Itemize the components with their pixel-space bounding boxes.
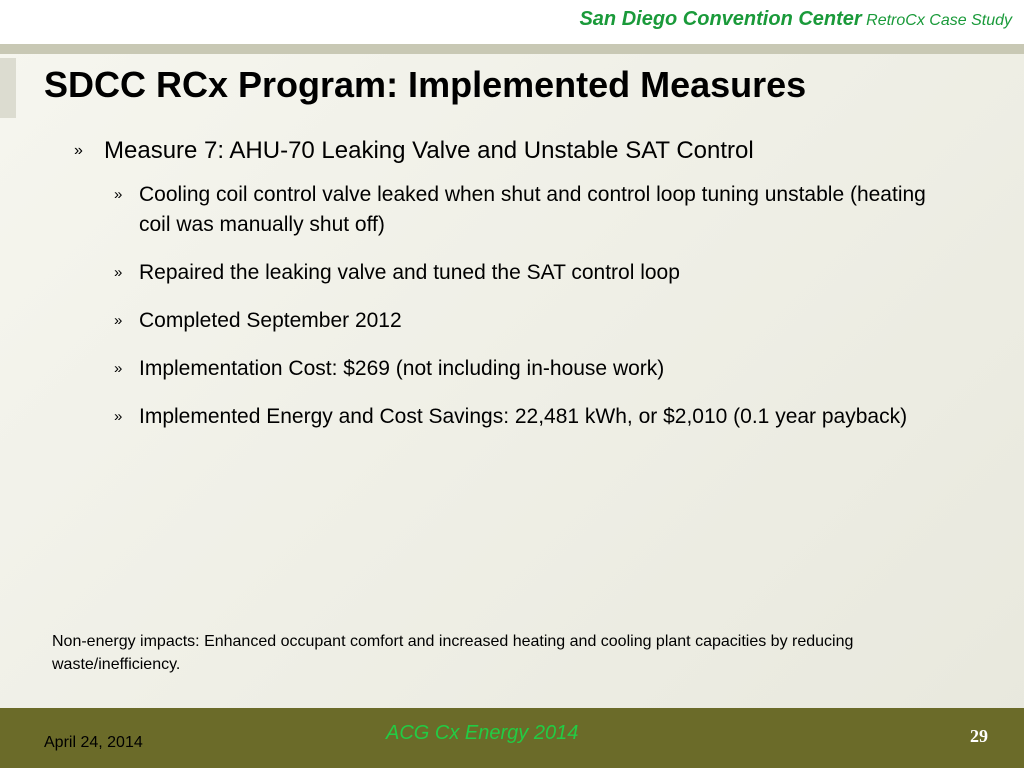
top-header-bar [0,0,1024,44]
measure-bullet [74,136,954,166]
bullet-marker: » [114,312,123,329]
footer-event: ACG Cx Energy 2014 [386,722,579,744]
footer-bar [0,708,1024,768]
header-text [579,8,1012,31]
sub-bullet-text: Implementation Cost: $269 (not including in-house work) [139,357,665,380]
bullet-marker: » [114,408,123,425]
sub-bullet [114,180,954,240]
sub-bullet [114,402,954,432]
sub-bullet-text: Implemented Energy and Cost Savings: 22,481 kWh, or $2,010 (0.1 year payback) [139,405,908,428]
page-number: 29 [970,726,988,746]
non-energy-note: Non-energy impacts: Enhanced occupant comfort and increased heating and cooling plant capacities by reducing waste/inefficiency. [52,633,854,673]
bullet-marker: » [114,264,123,281]
footer-date: April 24, 2014 [44,734,143,751]
title-accent-mark [0,58,16,118]
slide-content [74,136,954,450]
bullet-marker: » [114,360,123,377]
sub-bullet [114,354,954,384]
slide-title: SDCC RCx Program: Implemented Measures [44,64,807,105]
measure-text: Measure 7: AHU-70 Leaking Valve and Unstable SAT Control [104,137,754,164]
sub-bullet-text: Completed September 2012 [139,309,402,332]
sub-bullet-text: Repaired the leaking valve and tuned the SAT control loop [139,261,680,284]
sub-bullet-text: Cooling coil control valve leaked when shut and control loop tuning unstable (heating coil was manually shut off) [139,183,926,236]
header-subtitle: RetroCx Case Study [866,12,1012,29]
bullet-marker: » [114,186,123,203]
sub-bullet [114,258,954,288]
header-org: San Diego Convention Center [579,8,862,30]
bullet-marker: » [74,142,83,159]
header-divider [0,44,1024,54]
sub-bullet [114,306,954,336]
